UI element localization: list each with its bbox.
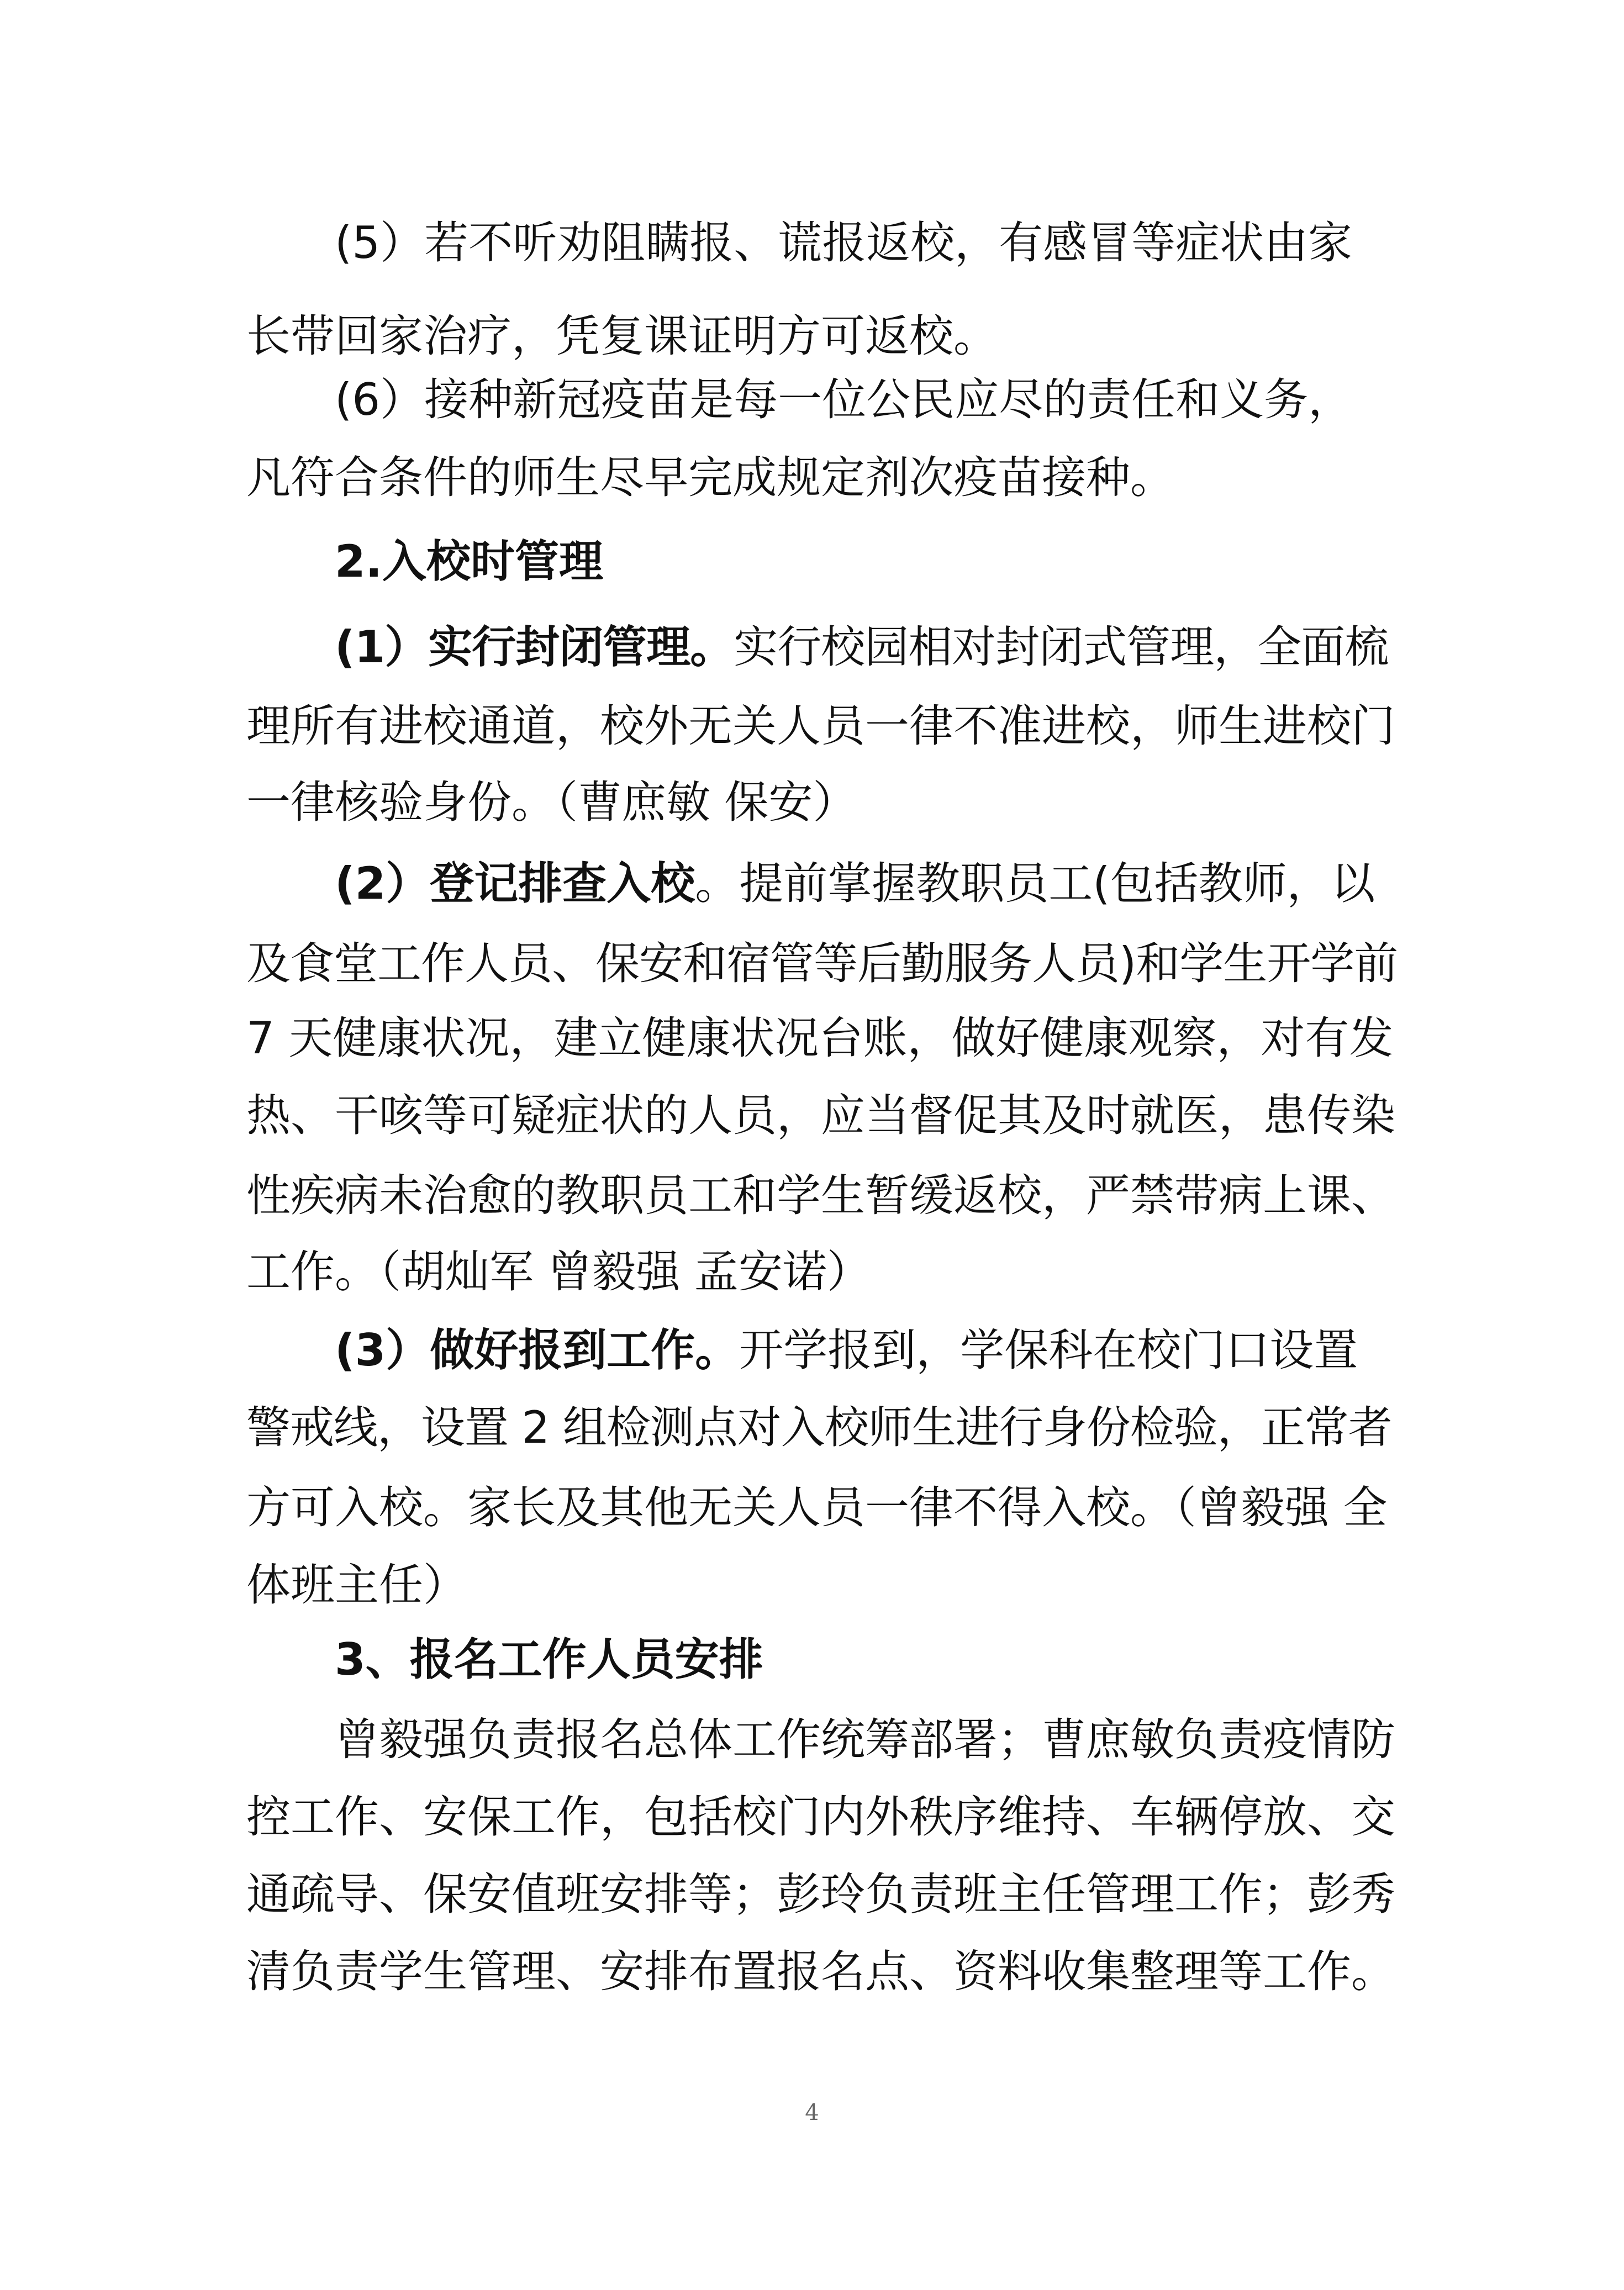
para-1-line-2: 理所有进校通道，校外无关人员一律不准进校，师生进校门 <box>246 700 1395 752</box>
para-2-line-4: 热、干咳等可疑症状的人员，应当督促其及时就医，患传染 <box>246 1090 1395 1141</box>
para-2-line-1 <box>335 837 1399 930</box>
para-4-line-2: 控工作、安保工作，包括校门内外秩序维持、车辆停放、交 <box>246 1791 1395 1843</box>
para-3-rest: 开学报到，学保科在校门口设置 <box>739 1325 1358 1376</box>
para-4-line-1: 曾毅强负责报名总体工作统筹部署；曹庶敏负责疫情防 <box>335 1714 1395 1765</box>
para-3-line-4: 体班主任） <box>246 1559 467 1611</box>
section-heading-2: 2.入校时管理 <box>335 536 604 587</box>
item-5-line-1 <box>335 196 1399 289</box>
para-1-rest: 实行校园相对封闭式管理，全面梳 <box>734 621 1389 673</box>
para-2-line-5: 性疾病未治愈的教职员工和学生暂缓返校，严禁带病上课、 <box>246 1170 1395 1221</box>
para-2-line-2: 及食堂工作人员、保安和宿管等后勤服务人员)和学生开学前 <box>246 938 1398 989</box>
para-2-rest: 。提前掌握教职员工(包括教师，以 <box>695 858 1375 909</box>
para-2-lead: (2）登记排查入校 <box>335 858 695 909</box>
para-2-line-3: 7 天健康状况，建立健康状况台账，做好健康观察，对有发 <box>246 1012 1394 1064</box>
para-1-lead: (1）实行封闭管理。 <box>335 621 734 673</box>
item-6-line-1: (6）接种新冠疫苗是每一位公民应尽的责任和义务， <box>335 374 1353 425</box>
para-4-line-4: 清负责学生管理、安排布置报名点、资料收集整理等工作。 <box>246 1946 1395 1997</box>
para-3-line-2: 警戒线，设置 2 组检测点对入校师生进行身份检验，正常者 <box>246 1402 1392 1453</box>
para-3-line-3: 方可入校。家长及其他无关人员一律不得入校。（曾毅强 全 <box>246 1482 1388 1533</box>
para-1-line-3: 一律核验身份。（曹庶敏 保安） <box>246 777 857 828</box>
para-2-line-6: 工作。（胡灿军 曾毅强 孟安诺） <box>246 1246 871 1297</box>
para-4-line-3: 通疏导、保安值班安排等；彭玲负责班主任管理工作；彭秀 <box>246 1869 1395 1920</box>
para-3-lead: (3）做好报到工作。 <box>335 1325 740 1376</box>
section-heading-3: 3、报名工作人员安排 <box>335 1634 763 1685</box>
item-5-text: (5）若不听劝阻瞒报、谎报返校，有感冒等症状由家 <box>335 217 1353 268</box>
page-number: 4 <box>805 2100 819 2125</box>
item-6-line-2: 凡符合条件的师生尽早完成规定剂次疫苗接种。 <box>246 452 1174 503</box>
item-5-line-2: 长带回家治疗，凭复课证明方可返校。 <box>246 310 998 362</box>
